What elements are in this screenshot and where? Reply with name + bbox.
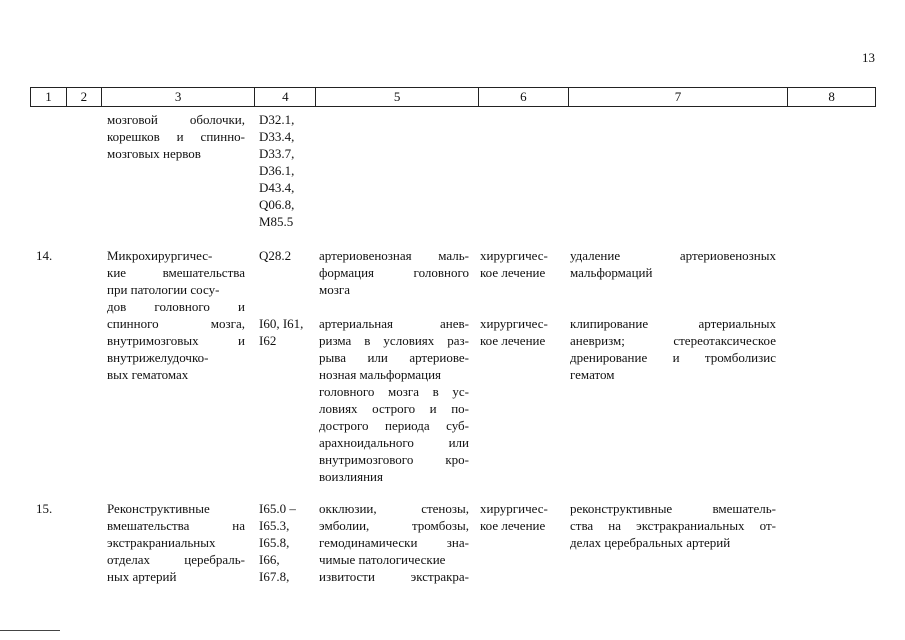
page-number: 13	[862, 50, 875, 65]
text-line: хирургичес-	[480, 316, 548, 331]
header-col-5: 5	[315, 88, 478, 106]
text-line: мозговых нервов	[107, 146, 201, 161]
text-line: внутрижелудочко-	[107, 350, 209, 365]
row-15-col4	[259, 500, 315, 585]
text-line: арахноидального или	[319, 435, 469, 450]
icd-code: I62	[259, 333, 277, 348]
text-line: хирургичес-	[480, 501, 548, 516]
text-line: чимые патологические	[319, 552, 446, 567]
icd-code: I66,	[259, 552, 280, 567]
header-col-4: 4	[254, 88, 315, 106]
text-line: удаление артериовенозных	[570, 248, 776, 263]
row-15-col5	[319, 500, 469, 585]
text-line: гемодинамически зна-	[319, 535, 469, 550]
text-line: эмболии, тромбозы,	[319, 518, 469, 533]
row-15-col7	[570, 500, 776, 551]
row-14a-col6	[480, 247, 560, 281]
text-line: мозговой оболочки,	[107, 112, 245, 127]
text-line: экстракраниальных	[107, 535, 216, 550]
text-line: воизлияния	[319, 469, 383, 484]
text-line: ства на экстракраниальных от-	[570, 518, 776, 533]
text-line: вых гематомах	[107, 367, 189, 382]
icd-code: I65.8,	[259, 535, 290, 550]
text-line: формация головного	[319, 265, 469, 280]
text-line: кое лечение	[480, 333, 546, 348]
text-line: внутримозгового кро-	[319, 452, 469, 467]
text-line: извитости экстракра-	[319, 569, 469, 584]
text-line: дов головного и	[107, 299, 245, 314]
header-col-3: 3	[101, 88, 255, 106]
row-14a-col4	[259, 247, 315, 264]
text-line: при патологии сосу-	[107, 282, 220, 297]
row-14a-col5	[319, 247, 469, 298]
icd-code: I67.8,	[259, 569, 290, 584]
text-line: ных артерий	[107, 569, 177, 584]
text-line: клипирование артериальных	[570, 316, 776, 331]
row-15-col6	[480, 500, 560, 534]
icd-code: Q06.8,	[259, 197, 295, 212]
text-line: ризма в условиях раз-	[319, 333, 469, 348]
text-line: кие вмешательства	[107, 265, 245, 280]
icd-code: I65.0 –	[259, 501, 296, 516]
text-line: Реконструктивные	[107, 501, 210, 516]
text-line: дострого периода суб-	[319, 418, 469, 433]
text-line: корешков и спинно-	[107, 129, 245, 144]
text-line: ловиях острого и по-	[319, 401, 469, 416]
text-line: окклюзии, стенозы,	[319, 501, 469, 516]
row-number: 15.	[36, 501, 53, 516]
header-col-2: 2	[66, 88, 101, 106]
text-line: артериальная анев-	[319, 316, 469, 331]
icd-code: D36.1,	[259, 163, 295, 178]
icd-code: D32.1,	[259, 112, 295, 127]
icd-code: D33.7,	[259, 146, 295, 161]
row-14-col3	[107, 247, 245, 383]
row-14-number	[36, 247, 52, 264]
text-line: кое лечение	[480, 518, 546, 533]
row-14b-col6	[480, 315, 560, 349]
row-14b-col5	[319, 315, 469, 485]
text-line: Микрохирургичес-	[107, 248, 213, 263]
icd-code: Q28.2	[259, 248, 292, 263]
text-line: спинного мозга,	[107, 316, 245, 331]
icd-code: D33.4,	[259, 129, 295, 144]
icd-code: I65.3,	[259, 518, 290, 533]
row-15-number	[36, 500, 52, 517]
text-line: внутримозговых и	[107, 333, 245, 348]
text-line: гематом	[570, 367, 615, 382]
row-14a-col7	[570, 247, 776, 281]
text-line: реконструктивные вмешатель-	[570, 501, 776, 516]
table-header-row	[30, 87, 876, 107]
text-line: аневризм; стереотаксическое	[570, 333, 776, 348]
icd-code: I60, I61,	[259, 316, 304, 331]
header-col-6: 6	[478, 88, 568, 106]
row-15-col3	[107, 500, 245, 585]
header-col-8: 8	[787, 88, 875, 106]
text-line: отделах церебраль-	[107, 552, 245, 567]
icd-code: M85.5	[259, 214, 294, 229]
footnote-rule	[0, 630, 60, 631]
text-line: кое лечение	[480, 265, 546, 280]
text-line: хирургичес-	[480, 248, 548, 263]
continuation-col3	[107, 111, 245, 162]
row-14b-col4	[259, 315, 315, 349]
row-14b-col7	[570, 315, 776, 383]
text-line: делах церебральных артерий	[570, 535, 731, 550]
text-line: головного мозга в ус-	[319, 384, 469, 399]
row-number: 14.	[36, 248, 53, 263]
text-line: вмешательства на	[107, 518, 245, 533]
text-line: дренирование и тромболизис	[570, 350, 776, 365]
text-line: нозная мальформация	[319, 367, 442, 382]
header-col-7: 7	[568, 88, 787, 106]
text-line: рыва или артериове-	[319, 350, 469, 365]
icd-code: D43.4,	[259, 180, 295, 195]
header-col-1: 1	[45, 89, 52, 104]
text-line: артериовенозная маль-	[319, 248, 469, 263]
text-line: мальформаций	[570, 265, 653, 280]
text-line: мозга	[319, 282, 350, 297]
continuation-col4	[259, 111, 315, 230]
